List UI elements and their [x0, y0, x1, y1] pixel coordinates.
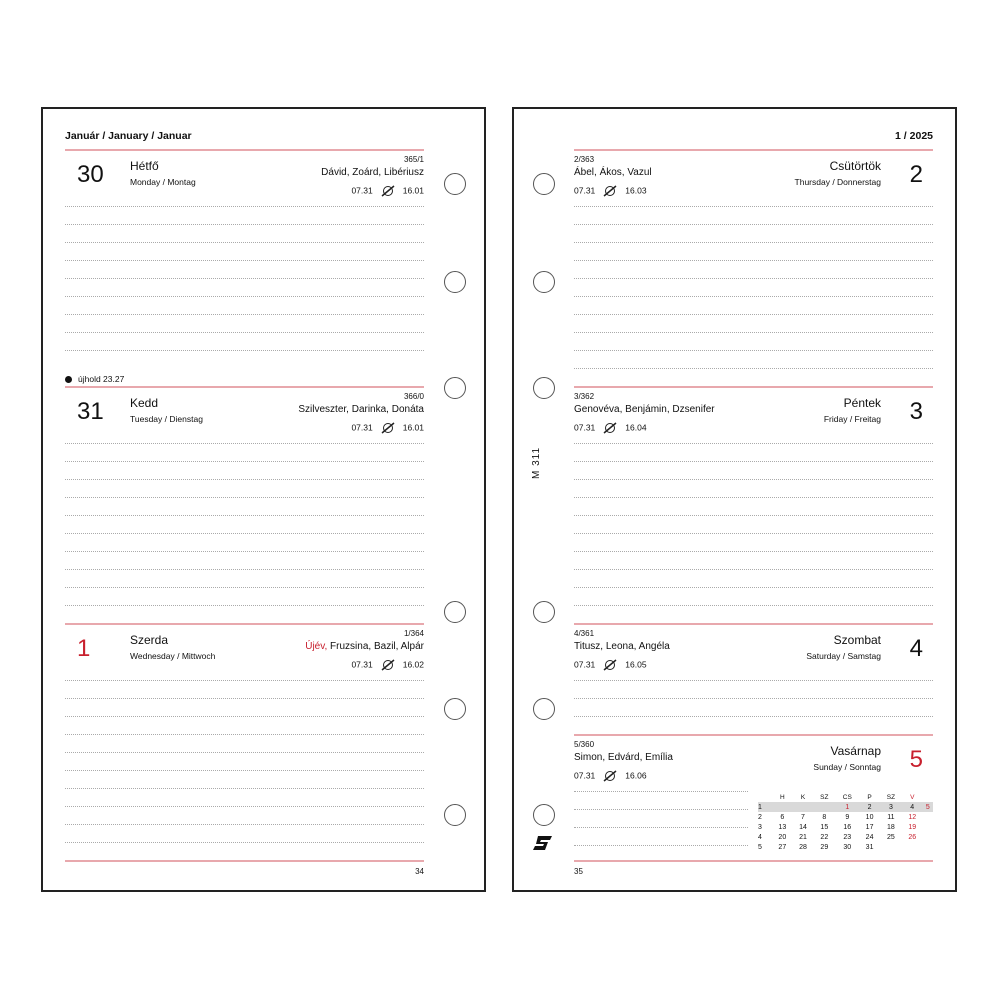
day-name-translation: Sunday / Sonntag: [813, 762, 881, 772]
day-number: 4: [909, 635, 923, 662]
day-name-translation: Saturday / Samstag: [806, 651, 881, 661]
writing-line: [574, 242, 933, 243]
writing-line: [574, 791, 748, 792]
year-week-header: 1 / 2025: [895, 130, 933, 142]
writing-line: [574, 479, 933, 480]
left-page: [41, 107, 486, 892]
writing-line: [65, 770, 424, 771]
day-name-translation: Monday / Montag: [130, 177, 196, 187]
day-number: 2: [909, 161, 923, 188]
day-rule: [65, 623, 424, 625]
writing-line: [65, 278, 424, 279]
sunrise-time: 07.31: [574, 770, 596, 781]
day-of-year-code: 2/363: [574, 155, 595, 164]
sunset-time: 16.04: [625, 422, 647, 433]
sun-times: [574, 185, 647, 197]
day-name-translation: Tuesday / Dienstag: [130, 414, 203, 424]
day-name-translation: Thursday / Donnerstag: [794, 177, 881, 187]
name-days: Dávid, Zoárd, Libériusz: [321, 167, 424, 178]
sunset-time: 16.06: [625, 770, 647, 781]
day-of-year-code: 365/1: [403, 155, 424, 164]
writing-line: [574, 533, 933, 534]
writing-line: [65, 680, 424, 681]
holiday-label: Újév,: [305, 641, 328, 652]
day-name-translation: Friday / Freitag: [823, 414, 881, 424]
sunrise-time: 07.31: [351, 422, 373, 433]
writing-line: [574, 443, 933, 444]
sunset-time: 16.01: [402, 422, 424, 433]
sun-times: [574, 659, 647, 671]
mini-calendar-week: 4 20 21 22 23 24 25 26: [758, 833, 917, 841]
writing-line: [574, 206, 933, 207]
day-name: Szombat: [833, 633, 881, 647]
model-code: M 311: [531, 446, 542, 479]
writing-line: [574, 587, 933, 588]
day-name: Hétfő: [130, 159, 159, 173]
day-block-4: [574, 623, 933, 733]
sunset-time: 16.02: [402, 659, 424, 670]
writing-line: [65, 752, 424, 753]
writing-line: [574, 827, 748, 828]
binder-hole: [444, 377, 466, 399]
binder-hole: [533, 698, 555, 720]
writing-line: [574, 368, 933, 369]
writing-line: [65, 296, 424, 297]
writing-line: [65, 605, 424, 606]
sunset-time: 16.05: [625, 659, 647, 670]
day-name: Péntek: [843, 396, 881, 410]
writing-line: [65, 314, 424, 315]
mini-calendar-header: H K SZ CS P SZ V: [779, 793, 915, 801]
writing-line: [574, 332, 933, 333]
writing-line: [65, 569, 424, 570]
writing-line: [65, 260, 424, 261]
writing-line: [574, 296, 933, 297]
writing-line: [65, 587, 424, 588]
writing-line: [574, 278, 933, 279]
sun-times: [351, 185, 424, 197]
moon-phase: újhold 23.27: [65, 374, 124, 384]
sun-moon-icon: [603, 422, 617, 434]
day-of-year-code: 3/362: [574, 392, 595, 401]
sunrise-time: 07.31: [574, 422, 596, 433]
writing-line: [65, 443, 424, 444]
day-name: Szerda: [130, 633, 169, 647]
right-page: [512, 107, 957, 892]
writing-line: [65, 734, 424, 735]
sunset-time: 16.01: [402, 185, 424, 196]
binder-hole: [444, 698, 466, 720]
writing-line: [574, 605, 933, 606]
sun-moon-icon: [381, 185, 395, 197]
sun-moon-icon: [603, 770, 617, 782]
day-of-year-code: 5/360: [574, 740, 595, 749]
writing-line: [574, 314, 933, 315]
sun-times: [351, 659, 424, 671]
name-days: Genovéva, Benjámin, Dzsenifer: [574, 404, 715, 415]
binder-hole: [444, 271, 466, 293]
sun-times: [574, 422, 647, 434]
writing-line: [65, 224, 424, 225]
writing-line: [65, 497, 424, 498]
binder-hole: [444, 804, 466, 826]
writing-line: [574, 698, 933, 699]
day-number: 5: [909, 746, 923, 773]
sunrise-time: 07.31: [574, 185, 596, 196]
name-days: Szilveszter, Darinka, Donáta: [298, 404, 424, 415]
day-rule: [574, 734, 933, 736]
mini-calendar-week: 2 6 7 8 9 10 11 12: [758, 813, 917, 821]
writing-line: [574, 224, 933, 225]
brand-logo-icon: [532, 834, 554, 852]
writing-line: [574, 845, 748, 846]
sunrise-time: 07.31: [351, 659, 373, 670]
writing-line: [65, 842, 424, 843]
day-number: 3: [909, 398, 923, 425]
sun-moon-icon: [603, 659, 617, 671]
writing-line: [65, 698, 424, 699]
writing-line: [65, 716, 424, 717]
day-of-year-code: 4/361: [574, 629, 595, 638]
day-block-31: [65, 386, 424, 622]
day-block-2: [574, 149, 933, 385]
writing-line: [574, 809, 748, 810]
sunset-time: 16.03: [625, 185, 647, 196]
day-of-year-code: 366/0: [403, 392, 424, 401]
bottom-rule: [574, 860, 933, 862]
day-number: 30: [77, 161, 104, 188]
day-rule: [574, 623, 933, 625]
month-header: Január / January / Januar: [65, 130, 192, 142]
sunrise-time: 07.31: [351, 185, 373, 196]
writing-line: [574, 551, 933, 552]
mini-calendar-week: 1 1 2 3 4 5: [758, 802, 933, 812]
writing-line: [574, 350, 933, 351]
writing-line: [574, 716, 933, 717]
mini-calendar-week: 5 27 28 29 30 31: [758, 843, 874, 851]
page-number: 35: [574, 867, 583, 876]
name-days: Simon, Edvárd, Emília: [574, 752, 673, 763]
sun-moon-icon: [603, 185, 617, 197]
writing-line: [65, 350, 424, 351]
writing-line: [574, 497, 933, 498]
writing-line: [65, 206, 424, 207]
writing-line: [65, 242, 424, 243]
writing-line: [65, 824, 424, 825]
page-number: 34: [415, 867, 424, 876]
day-name: Kedd: [130, 396, 159, 410]
sun-times: [351, 422, 424, 434]
day-number: 31: [77, 398, 104, 425]
name-days: Újév, Fruzsina, Bazil, Alpár: [305, 641, 424, 652]
day-rule: [574, 386, 933, 388]
day-number: 1: [77, 635, 91, 662]
binder-hole: [533, 601, 555, 623]
day-name: Csütörtök: [829, 159, 881, 173]
writing-line: [65, 332, 424, 333]
binder-hole: [444, 601, 466, 623]
writing-line: [574, 569, 933, 570]
binder-hole: [533, 804, 555, 826]
name-days: Titusz, Leona, Angéla: [574, 641, 670, 652]
day-block-30: [65, 149, 424, 385]
day-block-1: [65, 623, 424, 863]
writing-line: [65, 533, 424, 534]
writing-line: [65, 788, 424, 789]
day-name-translation: Wednesday / Mittwoch: [130, 651, 216, 661]
binder-hole: [533, 271, 555, 293]
day-block-3: [574, 386, 933, 622]
writing-line: [65, 806, 424, 807]
binder-hole: [533, 377, 555, 399]
sun-moon-icon: [381, 659, 395, 671]
mini-calendar-week: 3 13 14 15 16 17 18 19: [758, 823, 917, 831]
writing-line: [574, 461, 933, 462]
binder-hole: [444, 173, 466, 195]
writing-line: [65, 551, 424, 552]
writing-line: [574, 260, 933, 261]
name-days: Ábel, Ákos, Vazul: [574, 167, 652, 178]
sun-moon-icon: [381, 422, 395, 434]
day-name: Vasárnap: [830, 744, 881, 758]
day-of-year-code: 1/364: [403, 629, 424, 638]
writing-line: [65, 515, 424, 516]
writing-line: [65, 461, 424, 462]
sunrise-time: 07.31: [574, 659, 596, 670]
day-rule: [65, 386, 424, 388]
writing-line: [574, 680, 933, 681]
writing-line: [65, 479, 424, 480]
bottom-rule: [65, 860, 424, 862]
writing-line: [574, 515, 933, 516]
new-moon-icon: [65, 376, 72, 383]
sun-times: [574, 770, 647, 782]
mini-calendar: [758, 792, 933, 852]
binder-hole: [533, 173, 555, 195]
